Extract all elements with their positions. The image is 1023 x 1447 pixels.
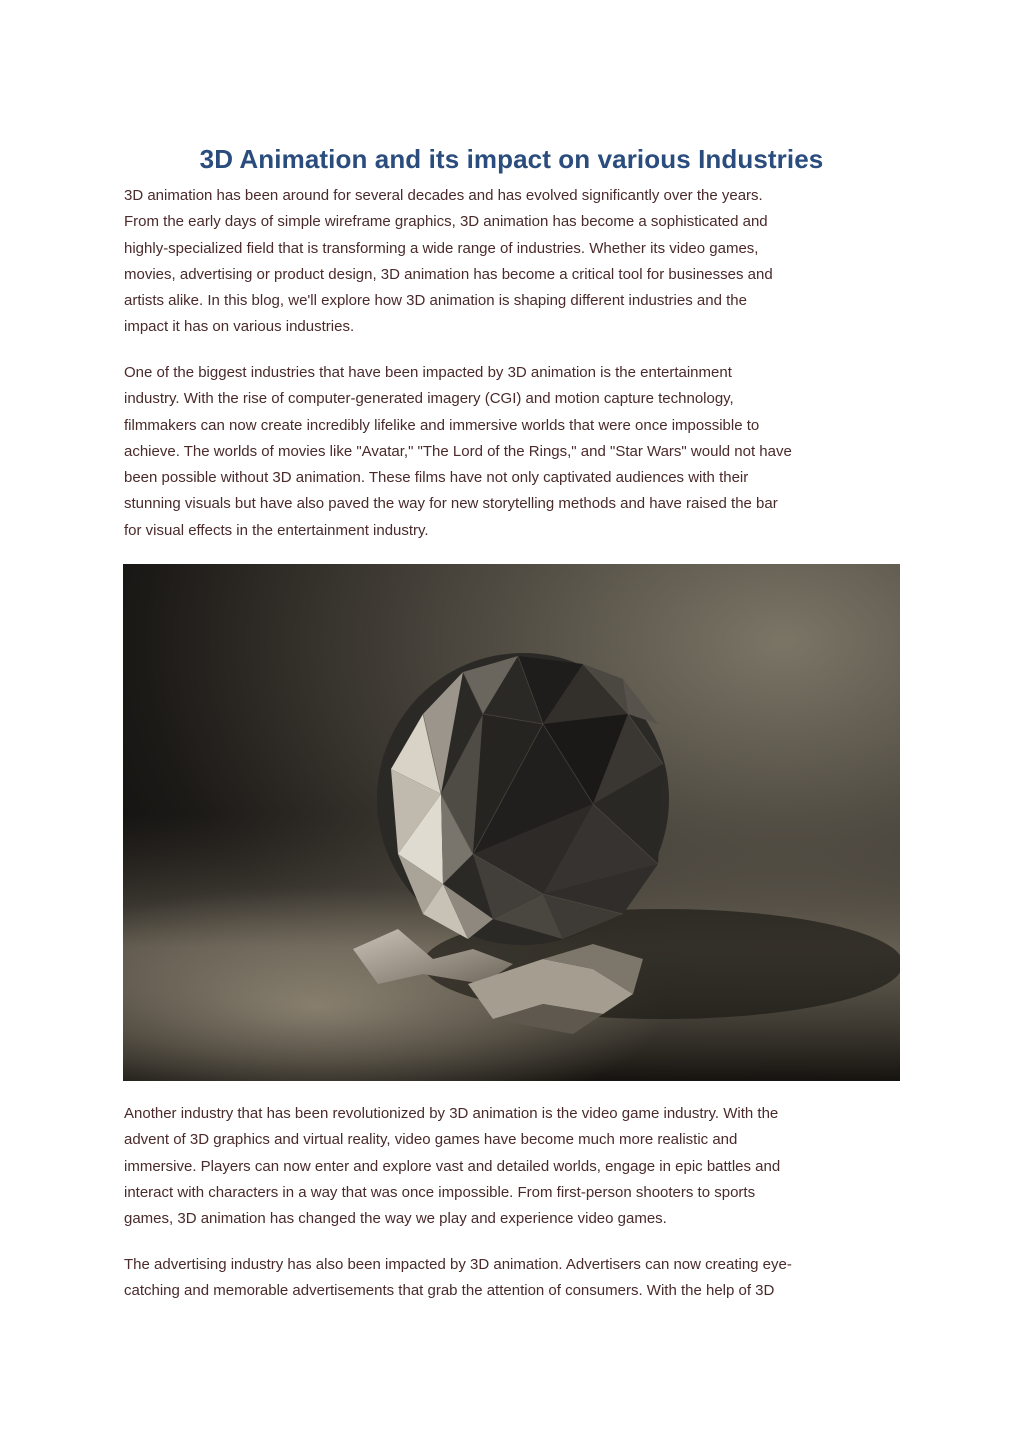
paragraph-intro <box>124 183 900 341</box>
low-poly-sphere-photo <box>123 564 900 1081</box>
paragraph-entertainment <box>124 360 900 544</box>
paragraph-line: interact with characters in a way that was once impossible. From first-person shooters to sports <box>124 1183 756 1201</box>
paragraph-line: The advertising industry has also been impacted by 3D animation. Advertisers can now creating eye- <box>124 1256 792 1273</box>
paragraph-advertising <box>124 1252 900 1305</box>
paragraph-line: artists alike. In this blog, we'll explore how 3D animation is shaping different industries and the <box>124 292 747 310</box>
paragraph-line: achieve. The worlds of movies like "Avatar," "The Lord of the Rings," and "Star Wars" would not have <box>124 442 792 460</box>
paragraph-line: stunning visuals but have also paved the way for new storytelling methods and have raised the bar <box>124 495 778 513</box>
paragraph-line: From the early days of simple wireframe graphics, 3D animation has become a sophisticated and <box>124 213 768 231</box>
paragraph-line: industry. With the rise of computer-generated imagery (CGI) and motion capture technology, <box>124 390 734 408</box>
paragraph-line: catching and memorable advertisements that grab the attention of consumers. With the help of 3D <box>124 1282 775 1300</box>
page-title: 3D Animation and its impact on various Industries <box>199 144 824 175</box>
paragraph-line: advent of 3D graphics and virtual reality, video games have become much more realistic and <box>124 1131 738 1149</box>
paragraph-line: highly-specialized field that is transforming a wide range of industries. Whether its video games, <box>124 239 759 257</box>
paragraph-line: been possible without 3D animation. These films have not only captivated audiences with their <box>124 469 749 487</box>
paragraph-line: impact it has on various industries. <box>124 318 355 336</box>
paragraph-line: 3D animation has been around for several decades and has evolved significantly over the years. <box>124 187 763 204</box>
paragraph-line: immersive. Players can now enter and explore vast and detailed worlds, engage in epic battles and <box>124 1157 781 1175</box>
paragraph-line: for visual effects in the entertainment industry. <box>124 521 429 539</box>
paragraph-line: games, 3D animation has changed the way we play and experience video games. <box>124 1210 667 1228</box>
paragraph-line: filmmakers can now create incredibly lifelike and immersive worlds that were once impossible to <box>124 416 760 434</box>
paragraph-video-games <box>124 1101 900 1232</box>
paragraph-line: movies, advertising or product design, 3D animation has become a critical tool for businesses and <box>124 265 773 283</box>
paragraph-line: One of the biggest industries that have been impacted by 3D animation is the entertainment <box>124 364 732 381</box>
sphere-illustration <box>123 564 900 1081</box>
paragraph-line: Another industry that has been revolutionized by 3D animation is the video game industry. With the <box>124 1105 779 1122</box>
